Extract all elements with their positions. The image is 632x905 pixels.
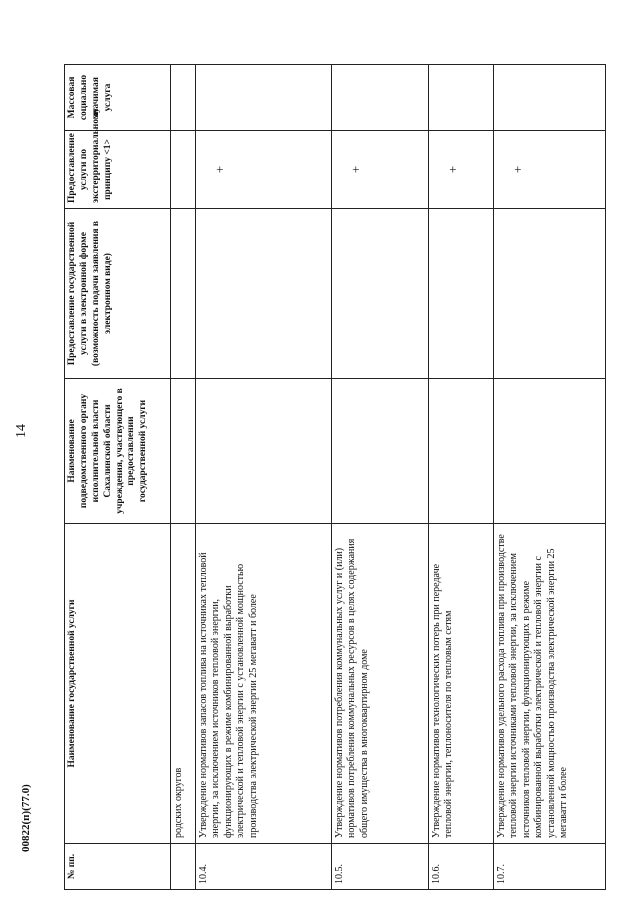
cell-extraterritorial: +	[195, 131, 331, 209]
cell-electronic	[331, 209, 428, 379]
cell-service-name: Утверждение нормативов технологических потерь при передаче тепловой энергии, теплоносителя по тепловым сетям	[428, 524, 493, 844]
cell-number: 10.6.	[428, 844, 493, 890]
table-header-row	[65, 65, 171, 890]
cell-electronic	[493, 209, 605, 379]
cell-mass	[195, 65, 331, 131]
cell-service-name: Утверждение нормативов потребления коммунальных услуг и (или) нормативов потребления коммунальных ресурсов в целях содержания общего имущества в многоквартирном доме	[331, 524, 428, 844]
table-row	[195, 65, 331, 890]
cell-institution	[428, 379, 493, 524]
cell-electronic	[171, 209, 195, 379]
cell-continuation-text: родских округов	[171, 524, 195, 844]
header-institution: Наименование подведомственного органу исполнительной власти Сахалинской области учреждения, участвующего в предоставлении государственной услуги	[65, 379, 171, 524]
cell-extraterritorial: +	[428, 131, 493, 209]
page-number: 14	[14, 424, 29, 438]
header-electronic-form: Предоставление государственной услуги в электронной форме (возможность подачи заявления в электронном виде)	[65, 209, 171, 379]
table-row	[428, 65, 493, 890]
services-table	[64, 65, 606, 890]
table-row-continuation	[171, 65, 195, 890]
document-code: 00822(п)(77.0)	[20, 784, 32, 852]
cell-institution	[493, 379, 605, 524]
cell-number: 10.7.	[493, 844, 605, 890]
cell-mass	[171, 65, 195, 131]
table-row	[331, 65, 428, 890]
cell-mass	[493, 65, 605, 131]
header-mass-service: Массовая социально значимая услуга	[65, 65, 171, 131]
header-extraterritorial: Предоставление услуги по экстерриториальному принципу <1>	[65, 131, 171, 209]
cell-electronic	[428, 209, 493, 379]
cell-institution	[331, 379, 428, 524]
cell-institution	[171, 379, 195, 524]
cell-electronic	[195, 209, 331, 379]
cell-service-name: Утверждение нормативов удельного расхода топлива при производстве тепловой энергии источниками тепловой энергии, за исключением источников тепловой энергии, функционирующих в режиме комбинированной выработки электрической и тепловой энергии с установленной мощностью производства электрической энергии 25 мегаватт и более	[493, 524, 605, 844]
cell-extraterritorial: +	[331, 131, 428, 209]
cell-mass	[428, 65, 493, 131]
cell-mass	[331, 65, 428, 131]
cell-number: 10.4.	[195, 844, 331, 890]
cell-institution	[195, 379, 331, 524]
table-row	[493, 65, 605, 890]
cell-service-name: Утверждение нормативов запасов топлива на источниках тепловой энергии, за исключением источников тепловой энергии, функционирующих в режиме комбинированной выработки электрической и тепловой энергии с установленной мощностью производства электрической энергии 25 мегаватт и более	[195, 524, 331, 844]
cell-extraterritorial	[171, 131, 195, 209]
cell-extraterritorial: +	[493, 131, 605, 209]
cell-number: 10.5.	[331, 844, 428, 890]
header-number: № пп.	[65, 844, 171, 890]
header-service-name: Наименование государственной услуги	[65, 524, 171, 844]
cell-number	[171, 844, 195, 890]
